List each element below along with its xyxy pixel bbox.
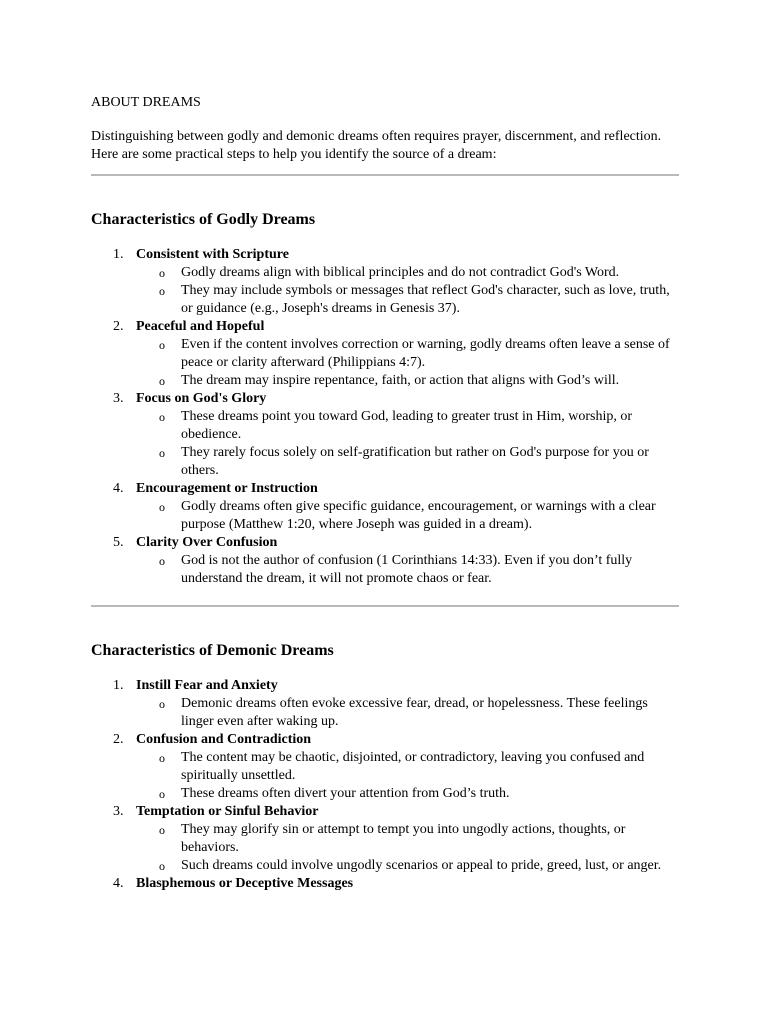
- sub-point: [159, 372, 679, 390]
- sub-point-list: [136, 821, 679, 875]
- section-demonic-dreams: [91, 641, 679, 893]
- item-title: Temptation or Sinful Behavior: [136, 804, 319, 819]
- list-item: [113, 803, 679, 875]
- item-number: 2.: [113, 319, 124, 334]
- list-item: [113, 318, 679, 390]
- item-title: Consistent with Scripture: [136, 247, 289, 262]
- section-divider: [91, 605, 679, 607]
- sub-point-text: They rarely focus solely on self-gratification but rather on God's purpose for you or others.: [181, 445, 649, 478]
- list-item: [113, 534, 679, 588]
- sub-point-list: [136, 749, 679, 803]
- list-item: [113, 731, 679, 803]
- item-title: Clarity Over Confusion: [136, 535, 278, 550]
- item-title: Focus on God's Glory: [136, 391, 267, 406]
- sub-point: [159, 264, 679, 282]
- item-number: 4.: [113, 481, 124, 496]
- sub-point: [159, 498, 679, 534]
- bullet-icon: o: [159, 374, 165, 388]
- sub-point-text: Demonic dreams often evoke excessive fear, dread, or hopelessness. These feelings linger even after waking up.: [181, 696, 648, 729]
- list-item: [113, 875, 679, 893]
- item-number: 1.: [113, 247, 124, 262]
- item-number: 4.: [113, 876, 124, 891]
- bullet-icon: o: [159, 446, 165, 460]
- sub-point-list: [136, 552, 679, 588]
- item-title: Confusion and Contradiction: [136, 732, 312, 747]
- sub-point: [159, 444, 679, 480]
- section-divider: [91, 174, 679, 176]
- sub-point-text: The dream may inspire repentance, faith, or action that aligns with God’s will.: [181, 373, 620, 388]
- sub-point: [159, 857, 679, 875]
- item-number: 3.: [113, 391, 124, 406]
- bullet-icon: o: [159, 697, 165, 711]
- sub-point-list: [136, 336, 679, 390]
- list-item: [113, 480, 679, 534]
- sub-point-text: These dreams point you toward God, leading to greater trust in Him, worship, or obedience.: [181, 409, 633, 442]
- sub-point: [159, 336, 679, 372]
- section-godly-dreams: [91, 210, 679, 588]
- characteristics-list: [91, 246, 679, 588]
- item-number: 5.: [113, 535, 124, 550]
- item-number: 2.: [113, 732, 124, 747]
- sub-point-text: The content may be chaotic, disjointed, or contradictory, leaving you confused and spiritually unsettled.: [181, 750, 645, 783]
- sub-point: [159, 282, 679, 318]
- item-title: Peaceful and Hopeful: [136, 319, 265, 334]
- document-page: [91, 94, 679, 893]
- sub-point-text: They may include symbols or messages that reflect God's character, such as love, truth, or guidance (e.g., Joseph's dreams in Genesis 37).: [181, 283, 670, 316]
- document-title: ABOUT DREAMS: [91, 95, 201, 110]
- bullet-icon: o: [159, 284, 165, 298]
- bullet-icon: o: [159, 338, 165, 352]
- sub-point: [159, 749, 679, 785]
- bullet-icon: o: [159, 823, 165, 837]
- bullet-icon: o: [159, 751, 165, 765]
- characteristics-list: [91, 677, 679, 893]
- bullet-icon: o: [159, 859, 165, 873]
- sub-point-list: [136, 264, 679, 318]
- sub-point-text: Such dreams could involve ungodly scenarios or appeal to pride, greed, lust, or anger.: [181, 858, 662, 873]
- sub-point-list: [136, 695, 679, 731]
- sub-point-text: God is not the author of confusion (1 Corinthians 14:33). Even if you don’t fully understand the dream, it will not promote chaos or fear.: [181, 553, 633, 586]
- item-number: 3.: [113, 804, 124, 819]
- bullet-icon: o: [159, 500, 165, 514]
- list-item: [113, 390, 679, 480]
- sub-point: [159, 552, 679, 588]
- section-heading: Characteristics of Godly Dreams: [91, 211, 316, 228]
- sub-point: [159, 695, 679, 731]
- list-item: [113, 246, 679, 318]
- bullet-icon: o: [159, 410, 165, 424]
- sub-point-list: [136, 498, 679, 534]
- bullet-icon: o: [159, 266, 165, 280]
- bullet-icon: o: [159, 554, 165, 568]
- item-title: Instill Fear and Anxiety: [136, 678, 278, 693]
- item-title: Blasphemous or Deceptive Messages: [136, 876, 354, 891]
- sub-point-text: These dreams often divert your attention from God’s truth.: [181, 786, 510, 801]
- list-item: [113, 677, 679, 731]
- sub-point: [159, 785, 679, 803]
- sub-point-text: Godly dreams align with biblical principles and do not contradict God's Word.: [181, 265, 620, 280]
- bullet-icon: o: [159, 787, 165, 801]
- sub-point: [159, 821, 679, 857]
- intro-paragraph: Distinguishing between godly and demonic dreams often requires prayer, discernment, and reflection. Here are some practical steps to help you identify the source of a dream:: [91, 129, 662, 162]
- sub-point: [159, 408, 679, 444]
- section-heading: Characteristics of Demonic Dreams: [91, 642, 334, 659]
- item-title: Encouragement or Instruction: [136, 481, 318, 496]
- item-number: 1.: [113, 678, 124, 693]
- sub-point-list: [136, 408, 679, 480]
- sub-point-text: Godly dreams often give specific guidance, encouragement, or warnings with a clear purpose (Matthew 1:20, where Joseph was guided in a dream).: [181, 499, 656, 532]
- sub-point-text: Even if the content involves correction or warning, godly dreams often leave a sense of peace or clarity afterward (Philippians 4:7).: [181, 337, 670, 370]
- sub-point-text: They may glorify sin or attempt to tempt you into ungodly actions, thoughts, or behaviors.: [181, 822, 626, 855]
